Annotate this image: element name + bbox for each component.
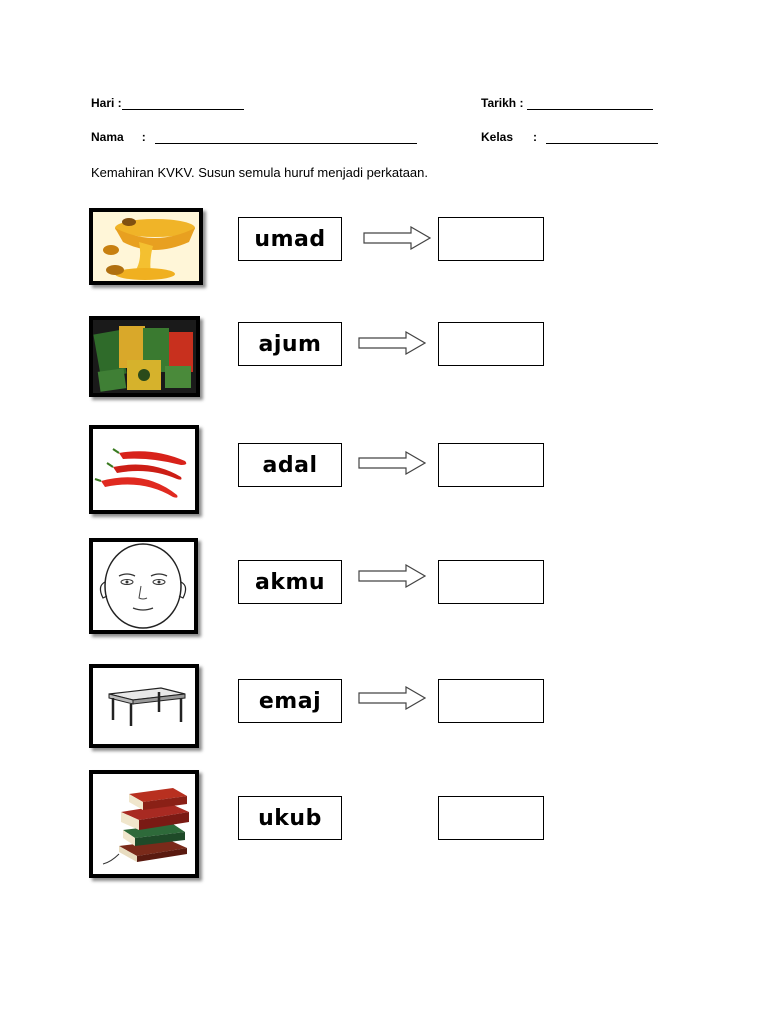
arrow-right-icon xyxy=(358,686,426,710)
answer-box-2[interactable] xyxy=(438,322,544,366)
hari-label: Hari : xyxy=(91,96,122,110)
scrambled-word-1: umad xyxy=(238,217,342,261)
instruction-text: Kemahiran KVKV. Susun semula huruf menjadi perkataan. xyxy=(91,165,428,180)
answer-box-5[interactable] xyxy=(438,679,544,723)
tarikh-blank[interactable] xyxy=(527,97,653,110)
scrambled-word-6: ukub xyxy=(238,796,342,840)
answer-box-1[interactable] xyxy=(438,217,544,261)
scrambled-word-4: akmu xyxy=(238,560,342,604)
answer-box-4[interactable] xyxy=(438,560,544,604)
nama-blank[interactable] xyxy=(155,131,417,144)
scrambled-word-3: adal xyxy=(238,443,342,487)
books-icon xyxy=(89,770,199,878)
face-icon xyxy=(89,538,198,634)
hari-field xyxy=(91,96,244,110)
arrow-right-icon xyxy=(358,564,426,588)
nama-field xyxy=(91,130,417,144)
kelas-label: Kelas xyxy=(481,130,514,144)
scrambled-word-2: ajum xyxy=(238,322,342,366)
kelas-field xyxy=(481,130,658,144)
kelas-colon: : xyxy=(533,130,538,144)
kelas-blank[interactable] xyxy=(546,131,658,144)
arrow-right-icon xyxy=(358,451,426,475)
tarikh-label: Tarikh : xyxy=(481,96,524,110)
arrow-right-icon xyxy=(363,226,431,250)
nama-colon: : xyxy=(141,130,146,144)
chili-icon xyxy=(89,425,199,514)
table-icon xyxy=(89,664,199,748)
tea-packets-icon xyxy=(89,316,200,397)
hari-blank[interactable] xyxy=(122,97,244,110)
nama-label: Nama xyxy=(91,130,124,144)
answer-box-6[interactable] xyxy=(438,796,544,840)
arrow-right-icon xyxy=(358,331,426,355)
scrambled-word-5: emaj xyxy=(238,679,342,723)
answer-box-3[interactable] xyxy=(438,443,544,487)
honey-icon xyxy=(89,208,203,285)
tarikh-field xyxy=(481,96,653,110)
